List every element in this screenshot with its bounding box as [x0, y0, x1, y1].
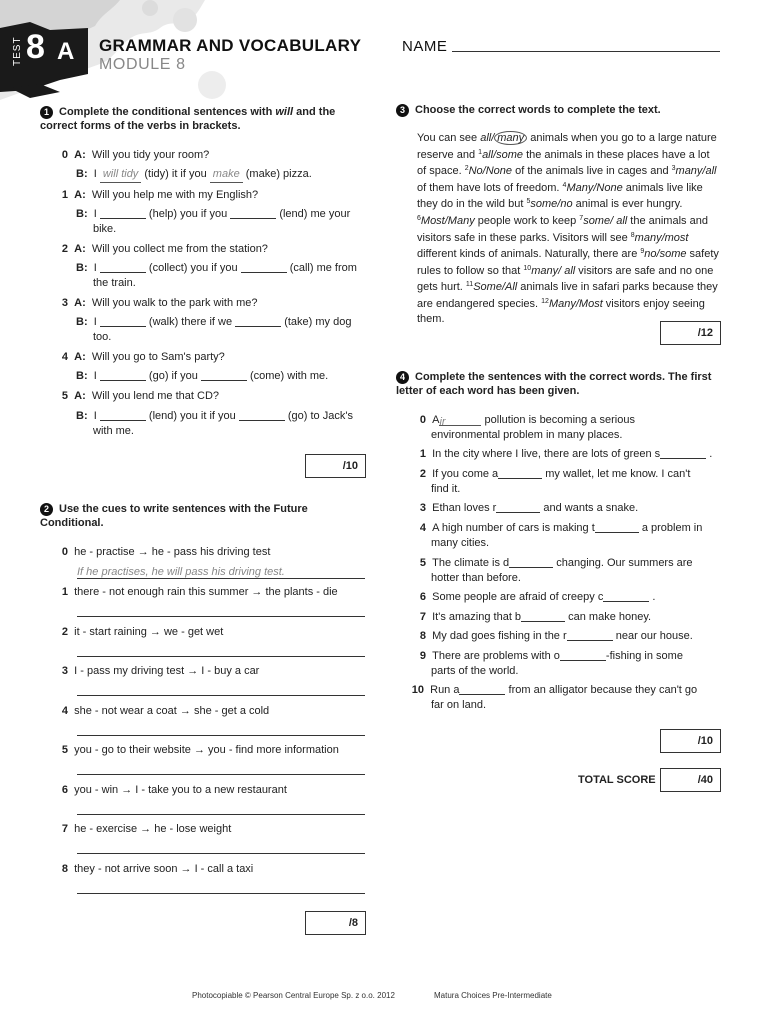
item-text: In the city where I live, there are lots of green s — [432, 448, 661, 460]
text-run: the animals in these places have a lot of space. — [417, 148, 710, 178]
total-score-box[interactable]: /40 — [660, 768, 721, 792]
answer-blank[interactable] — [496, 502, 540, 513]
item-number: 5 — [61, 744, 68, 756]
gap-number: 1 — [478, 148, 483, 156]
ex2-item-7 — [54, 822, 231, 837]
ex4-item-4 — [412, 521, 702, 536]
ex1-item-0-b — [76, 167, 312, 183]
ex1-item-5-a — [54, 389, 219, 404]
ex2-item-5 — [54, 743, 339, 758]
answer-blank[interactable] — [498, 468, 542, 479]
text-run: animals live like they do in the wild but — [417, 181, 703, 211]
answer-blank[interactable] — [660, 448, 706, 459]
answer-text: (make) pizza. — [245, 168, 312, 180]
ex3-instruction-text: Choose the correct words to complete the text. — [415, 104, 661, 116]
answer-blank[interactable] — [567, 630, 613, 641]
option[interactable]: Some/All — [473, 281, 518, 294]
answer-text: I — [93, 208, 97, 220]
answer-line[interactable] — [77, 616, 365, 617]
answer-text: (walk) there if we — [148, 316, 233, 328]
cue-text: you - go to their website → you - find more information — [74, 744, 339, 756]
ex1-item-1-b — [76, 207, 350, 222]
b-label: B: — [76, 262, 88, 274]
answer-line[interactable] — [77, 774, 365, 775]
answer-blank[interactable] — [560, 650, 606, 661]
option[interactable]: Most/Many — [420, 214, 475, 227]
answer-blank[interactable] — [100, 410, 146, 421]
cue-text: you - win → I - take you to a new restaurant — [74, 784, 287, 796]
item-text: . — [709, 448, 713, 460]
item-text: can make honey. — [568, 611, 652, 623]
cue-text: she - not wear a coat → she - get a cold — [74, 705, 270, 717]
item-text: It's amazing that b — [432, 611, 522, 623]
cue-text: they - not arrive soon → I - call a taxi — [74, 863, 254, 875]
question-text: Will you help me with my English? — [91, 189, 259, 201]
answer-text: (tidy) it if you — [144, 168, 207, 180]
item-number: 0 — [61, 149, 68, 161]
item-text: pollution is becoming a serious — [484, 414, 635, 426]
ex3-score-box[interactable]: /12 — [660, 321, 721, 345]
test-letter: A — [57, 38, 75, 65]
answer-text: (call) me from — [289, 262, 357, 274]
ex4-item-10 — [408, 683, 697, 698]
text-run: You can see — [417, 132, 481, 144]
item-number: 7 — [61, 823, 68, 835]
item-number: 2 — [61, 243, 68, 255]
ex4-item-9 — [412, 649, 683, 664]
item-number: 9 — [419, 650, 426, 662]
ex2-instruction — [40, 502, 370, 530]
test-word: TEST — [12, 36, 23, 66]
ex4-item-0-cont: environmental problem in many places. — [431, 429, 623, 441]
b-label: B: — [76, 410, 88, 422]
ex1-item-0-a — [54, 148, 209, 163]
answer-blank[interactable] — [100, 262, 146, 273]
text-run: people work to keep — [474, 214, 580, 227]
option[interactable]: some/ all — [583, 214, 628, 227]
a-label: A: — [74, 243, 86, 255]
question-text: Will you walk to the park with me? — [91, 297, 258, 309]
name-field[interactable] — [452, 51, 720, 52]
page-title: GRAMMAR AND VOCABULARY — [99, 36, 362, 55]
ex4-item-5-cont: hotter than before. — [431, 572, 521, 584]
answer-blank[interactable] — [239, 410, 285, 421]
option[interactable]: some/no — [530, 198, 573, 211]
item-text: Some people are afraid of creepy c — [432, 591, 604, 603]
ex1-score-box[interactable]: /10 — [305, 454, 366, 478]
item-text: A — [432, 414, 440, 426]
answer-blank[interactable] — [235, 316, 281, 327]
item-number: 5 — [61, 390, 68, 402]
b-label: B: — [76, 168, 88, 180]
gap-number: 7 — [579, 214, 584, 222]
a-label: A: — [74, 149, 86, 161]
ex2-item-3 — [54, 664, 259, 679]
ex2-score-box[interactable]: /8 — [305, 911, 366, 935]
item-number: 0 — [61, 546, 68, 558]
ex2-item-1 — [54, 585, 338, 600]
answer-text: (take) my dog — [284, 316, 352, 328]
module-label: MODULE 8 — [99, 56, 186, 73]
answer-blank[interactable] — [100, 208, 146, 219]
item-text: . — [652, 591, 656, 603]
gap-number: 11 — [465, 281, 474, 289]
cue-text: he - exercise → he - lose weight — [74, 823, 232, 835]
answer-text: I — [93, 410, 97, 422]
item-text: changing. Our summers are — [556, 557, 693, 569]
item-number: 2 — [61, 626, 68, 638]
item-number: 0 — [419, 414, 426, 426]
item-text: a problem in — [641, 522, 703, 534]
answer-text: (go) to Jack's — [287, 410, 353, 422]
text-run: animals when you go to a large nature reserve and — [417, 132, 717, 161]
item-number: 8 — [61, 863, 68, 875]
name-label: NAME — [402, 38, 448, 55]
item-text: near our house. — [615, 630, 693, 642]
ex1-item-5-b — [76, 409, 353, 424]
ex3-number: 3 — [396, 104, 409, 117]
ex1-item-1-cont: bike. — [93, 223, 117, 235]
ex2-item-2 — [54, 625, 223, 640]
text-run: the animals and visitors safe in these parks. Visitors will see — [417, 214, 708, 244]
ex1-instruction-a: Complete the conditional sentences with — [59, 106, 276, 118]
ex1-item-2-b — [76, 261, 357, 276]
item-number: 7 — [419, 611, 426, 623]
example-circled-option: many — [494, 131, 527, 145]
ex2-item-6 — [54, 783, 287, 798]
item-number: 2 — [419, 468, 426, 480]
question-text: Will you tidy your room? — [91, 149, 210, 161]
option[interactable]: Many/Most — [548, 297, 603, 310]
answer-blank[interactable] — [521, 611, 565, 622]
ex1-instruction-will: will — [275, 106, 294, 118]
item-number: 4 — [61, 351, 68, 363]
ex4-item-3 — [412, 501, 638, 516]
ex1-instruction-b: and the correct forms of the verbs in brackets. — [40, 106, 336, 132]
item-text: Ethan loves r — [432, 502, 497, 514]
test-number: 8 — [26, 28, 45, 66]
ex4-item-0 — [412, 413, 635, 428]
ex1-item-3-cont: too. — [93, 331, 112, 343]
gap-number: 5 — [526, 198, 531, 206]
option[interactable]: Many/None — [566, 181, 623, 194]
answer-line[interactable] — [77, 695, 365, 696]
answer-text: I — [93, 370, 97, 382]
item-text: and wants a snake. — [543, 502, 639, 514]
ex4-number: 4 — [396, 371, 409, 384]
a-label: A: — [74, 351, 86, 363]
a-label: A: — [74, 297, 86, 309]
gap-number: 2 — [464, 165, 469, 173]
a-label: A: — [74, 189, 86, 201]
answer-blank[interactable] — [603, 591, 649, 602]
gap-number: 12 — [541, 297, 549, 305]
item-number: 1 — [61, 189, 68, 201]
ex1-item-2-cont: the train. — [93, 277, 136, 289]
ex1-item-4-a — [54, 350, 225, 365]
answer-text: I — [93, 316, 97, 328]
answer-text: I — [93, 168, 97, 180]
item-number: 3 — [61, 297, 68, 309]
item-number: 10 — [411, 684, 424, 696]
ex1-item-4-b — [76, 369, 328, 384]
total-score-label: TOTAL SCORE — [578, 774, 656, 786]
item-text: If you come a — [432, 468, 499, 480]
item-number: 1 — [61, 586, 68, 598]
ex1-item-5-cont: with me. — [93, 425, 134, 437]
item-text: -fishing in some — [605, 650, 683, 662]
ex2-item-8 — [54, 862, 253, 877]
ex4-item-2-cont: find it. — [431, 483, 461, 495]
answer-text: (help) you if you — [148, 208, 228, 220]
ex1-item-3-a — [54, 296, 258, 311]
footer-copyright: Photocopiable © Pearson Central Europe Sp. z o.o. 2012 — [192, 991, 395, 1000]
gap-number: 9 — [640, 248, 645, 256]
ex4-instruction — [396, 370, 716, 398]
gap-number: 4 — [562, 181, 567, 189]
ex4-item-5 — [412, 556, 693, 571]
item-text: from an alligator because they can't go — [508, 684, 698, 696]
item-text: There are problems with o — [432, 650, 560, 662]
text-run: of the animals live in cages and — [512, 165, 672, 178]
answer-blank[interactable] — [230, 208, 276, 219]
ex1-item-3-b — [76, 315, 351, 330]
answer-line[interactable] — [77, 853, 365, 854]
ex1-item-1-a — [54, 188, 258, 203]
option[interactable]: no/some — [644, 248, 687, 261]
answer-line[interactable] — [77, 656, 365, 657]
b-label: B: — [76, 370, 88, 382]
text-run: visitors enjoy seeing them. — [417, 297, 705, 325]
answer-line[interactable] — [77, 735, 365, 736]
text-run: animal is ever hungry. — [572, 198, 683, 211]
answer-text: (come) with me. — [249, 370, 329, 382]
item-number: 8 — [419, 630, 426, 642]
ex4-item-8 — [412, 629, 693, 644]
answer-text: (lend) you it if you — [148, 410, 236, 422]
answer-text: (collect) you if you — [148, 262, 238, 274]
gap-number: 6 — [417, 214, 421, 222]
answer-text: (lend) me your — [279, 208, 351, 220]
text-run: safety rules to follow so that — [417, 248, 719, 277]
ex3-instruction — [396, 103, 726, 117]
example-answer: ir — [439, 416, 446, 428]
cue-text: he - practise → he - pass his driving test — [74, 546, 271, 558]
text-run: of them have lots of freedom. — [417, 181, 563, 194]
cue-text: there - not enough rain this summer → the plants - die — [74, 586, 338, 598]
a-label: A: — [74, 390, 86, 402]
answer-blank[interactable] — [509, 557, 553, 568]
ex4-instruction-text: Complete the sentences with the correct words. The first letter of each word has been given. — [396, 371, 712, 397]
ex4-item-9-cont: parts of the world. — [431, 665, 519, 677]
answer-blank[interactable] — [100, 370, 146, 381]
ex4-item-4-cont: many cities. — [431, 537, 490, 549]
item-text: my wallet, let me know. I can't — [545, 468, 691, 480]
ex4-score-box[interactable]: /10 — [660, 729, 721, 753]
question-text: Will you collect me from the station? — [91, 243, 268, 255]
item-number: 6 — [61, 784, 68, 796]
cue-text: it - start raining → we - get wet — [74, 626, 224, 638]
ex2-example-answer: If he practises, he will pass his driving test. — [77, 566, 285, 578]
b-label: B: — [76, 316, 88, 328]
option[interactable]: No/None — [468, 165, 513, 178]
question-text: Will you lend me that CD? — [91, 390, 220, 402]
answer-blank[interactable] — [459, 684, 505, 695]
ex4-item-1 — [412, 447, 712, 462]
answer-blank[interactable] — [201, 370, 247, 381]
ex4-item-10-cont: far on land. — [431, 699, 487, 711]
answer-blank[interactable] — [100, 316, 146, 327]
b-label: B: — [76, 208, 88, 220]
answer-line[interactable] — [77, 814, 365, 815]
ex2-item-4 — [54, 704, 269, 719]
item-number: 3 — [419, 502, 426, 514]
ex4-item-2 — [412, 467, 690, 482]
example-answer: make — [210, 167, 243, 183]
item-number: 1 — [419, 448, 426, 460]
item-number: 4 — [419, 522, 426, 534]
answer-blank[interactable] — [595, 522, 639, 533]
answer-text: I — [93, 262, 97, 274]
item-text: The climate is d — [432, 557, 510, 569]
option[interactable]: many/ all — [531, 264, 576, 277]
text-run: visitors are safe and no one gets hurt. — [417, 264, 714, 294]
question-text: Will you go to Sam's party? — [91, 351, 225, 363]
ex1-item-2-a — [54, 242, 268, 257]
item-number: 5 — [419, 557, 426, 569]
item-number: 3 — [61, 665, 68, 677]
ex4-item-7 — [412, 610, 651, 625]
text-run: different kinds of animals. Naturally, there are — [417, 248, 641, 261]
answer-line[interactable] — [77, 893, 365, 894]
gap-number: 8 — [630, 231, 635, 239]
item-text: A high number of cars is making t — [432, 522, 595, 534]
option[interactable]: all/some — [482, 148, 524, 161]
ex3-text — [417, 131, 719, 326]
item-text: Run a — [430, 684, 460, 696]
ex2-item-0 — [54, 545, 270, 560]
footer-book-title: Matura Choices Pre-Intermediate — [434, 991, 552, 1000]
option[interactable]: many/all — [675, 165, 717, 178]
item-number: 6 — [419, 591, 426, 603]
ex4-item-6 — [412, 590, 655, 605]
answer-blank[interactable] — [241, 262, 287, 273]
gap-number: 3 — [671, 165, 676, 173]
ex1-number: 1 — [40, 106, 53, 119]
example-answer: will tidy — [100, 167, 141, 183]
ex2-instruction-text: Use the cues to write sentences with the Future Conditional. — [40, 503, 308, 529]
cue-text: I - pass my driving test → I - buy a car — [74, 665, 260, 677]
item-text: My dad goes fishing in the r — [432, 630, 567, 642]
gap-number: 10 — [523, 264, 532, 272]
item-number: 4 — [61, 705, 68, 717]
answer-line[interactable] — [77, 578, 365, 579]
example-blank — [439, 415, 481, 426]
ex1-instruction — [40, 105, 370, 133]
option: all/ — [480, 132, 495, 144]
text-run: animals live in safari parks because they are endangered species. — [417, 281, 718, 310]
ex2-number: 2 — [40, 503, 53, 516]
option[interactable]: many/most — [634, 231, 689, 244]
answer-text: (go) if you — [148, 370, 198, 382]
